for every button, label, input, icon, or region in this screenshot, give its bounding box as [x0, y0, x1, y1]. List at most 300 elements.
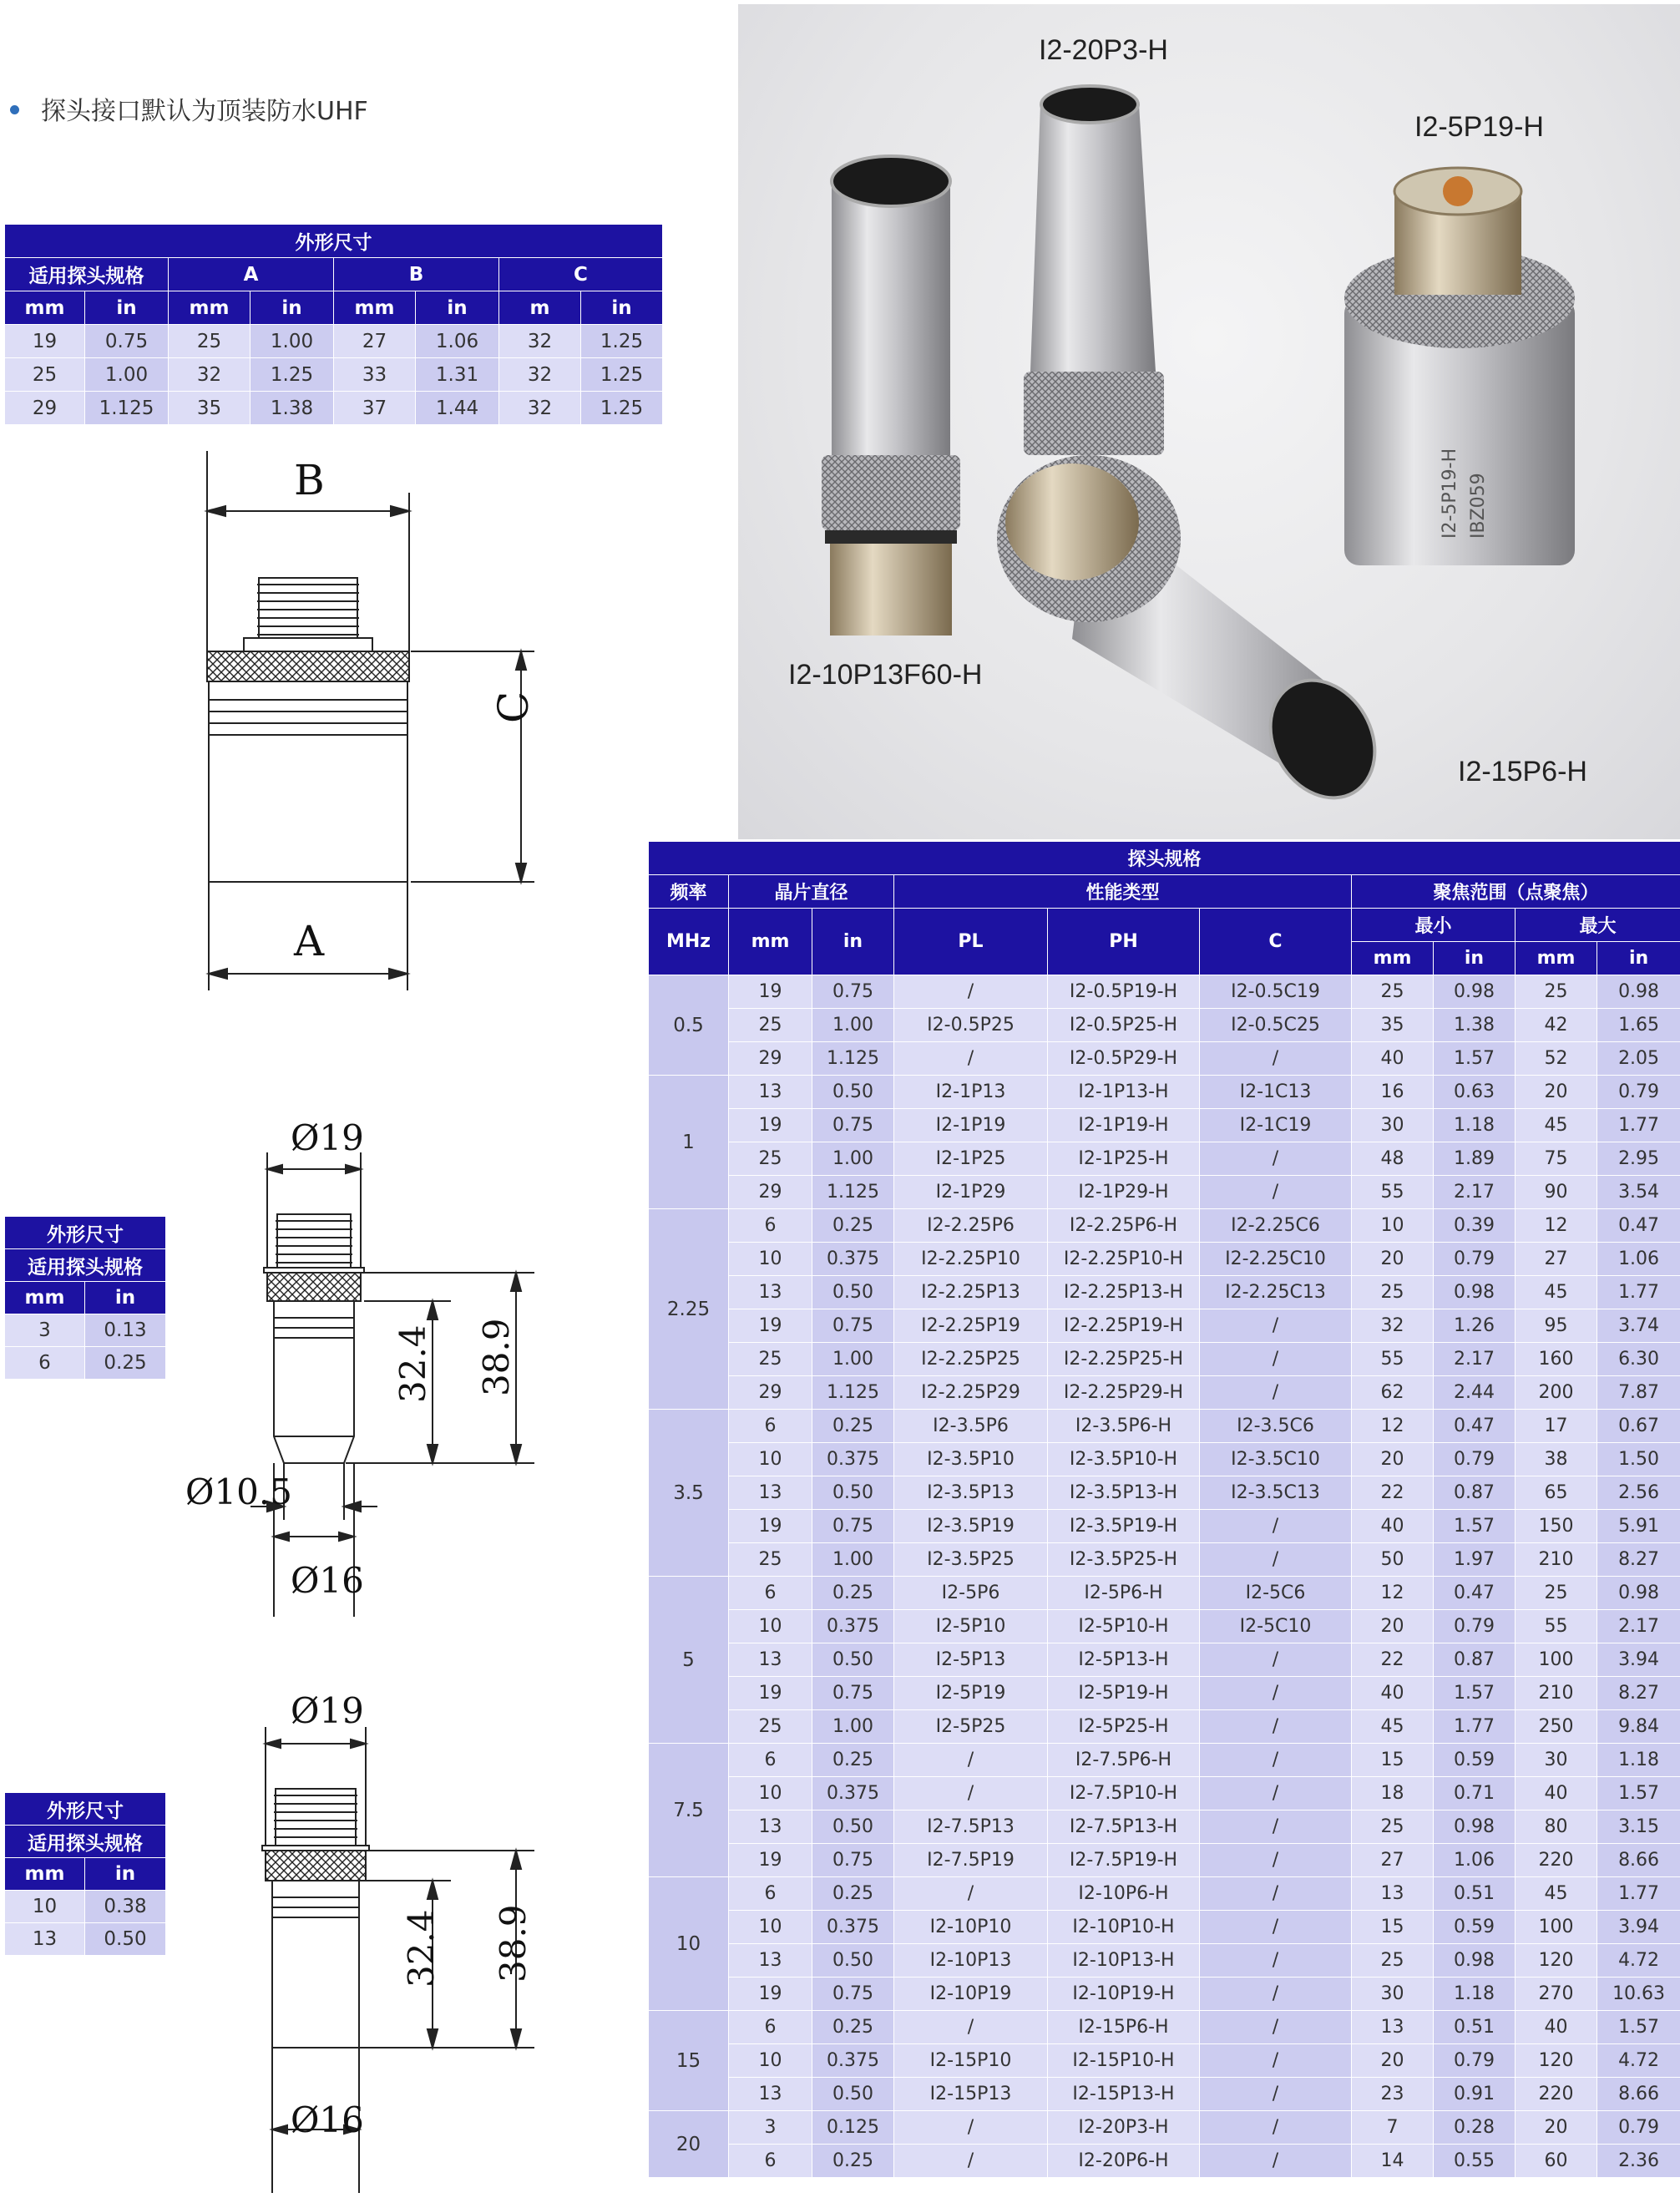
- table-cell: I2-2.25P6: [894, 1209, 1048, 1243]
- dim-main-col-a: A: [169, 258, 334, 291]
- table-cell: I2-20P6-H: [1048, 2145, 1200, 2178]
- col-focus-min: 最小: [1352, 909, 1516, 942]
- table-cell: 270: [1516, 1978, 1597, 2011]
- table-cell: 29: [5, 392, 85, 425]
- drawing-housing-abc: [167, 451, 584, 1002]
- table-cell: 1.44: [416, 392, 499, 425]
- table-cell: I2-1P29-H: [1048, 1176, 1200, 1209]
- table-cell: /: [1200, 1376, 1352, 1410]
- table-cell: I2-5P6: [894, 1577, 1048, 1610]
- table-cell: 1.00: [250, 325, 334, 358]
- table-row: [5, 1314, 166, 1347]
- table-cell: /: [1200, 1944, 1352, 1978]
- table-cell: /: [1200, 1710, 1352, 1744]
- table-cell: 20: [1352, 2044, 1434, 2078]
- table-row: [649, 1677, 1680, 1710]
- table-cell: 0.59: [1434, 1911, 1516, 1944]
- table-cell: I2-3.5C13: [1200, 1476, 1352, 1510]
- freq-cell: 15: [649, 2011, 729, 2111]
- table-cell: /: [1200, 1978, 1352, 2011]
- table-row: [649, 1944, 1680, 1978]
- table-cell: 1.77: [1597, 1276, 1680, 1309]
- table-row: [649, 1978, 1680, 2011]
- freq-cell: 10: [649, 1877, 729, 2011]
- table-cell: 0.50: [812, 2078, 894, 2111]
- table-cell: 0.50: [812, 1944, 894, 1978]
- table-cell: 0.125: [812, 2111, 894, 2145]
- table-cell: I2-1P13: [894, 1076, 1048, 1109]
- table-cell: 1.38: [250, 392, 334, 425]
- table-cell: I2-0.5C25: [1200, 1009, 1352, 1042]
- table-cell: I2-5P25: [894, 1710, 1048, 1744]
- table-cell: I2-2.25P25-H: [1048, 1343, 1200, 1376]
- table-cell: 2.17: [1434, 1343, 1516, 1376]
- table-row: [649, 1610, 1680, 1643]
- table-cell: 27: [1516, 1243, 1597, 1276]
- table-cell: 0.39: [1434, 1209, 1516, 1243]
- table-cell: 40: [1516, 2011, 1597, 2044]
- table-cell: 0.25: [812, 1577, 894, 1610]
- table-row: [649, 1443, 1680, 1476]
- table-cell: /: [1200, 2145, 1352, 2178]
- table-cell: 100: [1516, 1911, 1597, 1944]
- table-cell: 32: [169, 358, 250, 392]
- table-row: [649, 1744, 1680, 1777]
- table-cell: 3.15: [1597, 1810, 1680, 1844]
- table-cell: /: [1200, 1911, 1352, 1944]
- table-cell: I2-7.5P19: [894, 1844, 1048, 1877]
- table-cell: I2-3.5C6: [1200, 1410, 1352, 1443]
- table-cell: I2-0.5P19-H: [1048, 975, 1200, 1009]
- table-cell: /: [894, 1877, 1048, 1911]
- table-cell: I2-3.5C10: [1200, 1443, 1352, 1476]
- unit-cell: mm: [5, 1282, 85, 1314]
- table-cell: 0.47: [1597, 1209, 1680, 1243]
- col-min-in: in: [1434, 942, 1516, 975]
- table-cell: 0.79: [1434, 1610, 1516, 1643]
- table-cell: 38: [1516, 1443, 1597, 1476]
- table-cell: 35: [1352, 1009, 1434, 1042]
- table-cell: 1.38: [1434, 1009, 1516, 1042]
- table-cell: 0.55: [1434, 2145, 1516, 2178]
- table-cell: 3.74: [1597, 1309, 1680, 1343]
- col-focus: 聚焦范围（点聚焦）: [1352, 875, 1680, 909]
- table-cell: 7: [1352, 2111, 1434, 2145]
- table-cell: 13: [1352, 1877, 1434, 1911]
- table-cell: I2-15P10: [894, 2044, 1048, 2078]
- unit-cell: mm: [334, 291, 416, 325]
- table-row: [649, 1076, 1680, 1109]
- table-cell: I2-15P10-H: [1048, 2044, 1200, 2078]
- table-cell: 15: [1352, 1911, 1434, 1944]
- table-cell: 13: [729, 1076, 812, 1109]
- table-row: [649, 1410, 1680, 1443]
- table-cell: 10: [729, 2044, 812, 2078]
- table-cell: 160: [1516, 1343, 1597, 1376]
- table-cell: I2-2.25P13: [894, 1276, 1048, 1309]
- table-cell: 27: [334, 325, 416, 358]
- drawing1-label-a: A: [294, 917, 325, 965]
- table-cell: 0.59: [1434, 1744, 1516, 1777]
- freq-cell: 7.5: [649, 1744, 729, 1877]
- table-cell: I2-1C19: [1200, 1109, 1352, 1142]
- table-cell: I2-5P19: [894, 1677, 1048, 1710]
- table-cell: I2-5P10: [894, 1610, 1048, 1643]
- small2-title: 外形尺寸: [5, 1793, 166, 1826]
- table-cell: 1.57: [1434, 1677, 1516, 1710]
- table-cell: /: [1200, 1744, 1352, 1777]
- table-cell: I2-7.5P6-H: [1048, 1744, 1200, 1777]
- table-cell: 0.51: [1434, 1877, 1516, 1911]
- table-cell: I2-1P13-H: [1048, 1076, 1200, 1109]
- table-row: [649, 1176, 1680, 1209]
- table-cell: 3.94: [1597, 1643, 1680, 1677]
- table-cell: 29: [729, 1176, 812, 1209]
- table-cell: 16: [1352, 1076, 1434, 1109]
- unit-cell: in: [581, 291, 663, 325]
- table-cell: 55: [1352, 1343, 1434, 1376]
- table-cell: 52: [1516, 1042, 1597, 1076]
- table-cell: I2-7.5P10-H: [1048, 1777, 1200, 1810]
- drawing2-len-outer: 38.9: [476, 1318, 517, 1396]
- table-cell: I2-5P10-H: [1048, 1610, 1200, 1643]
- table-cell: 1.00: [812, 1142, 894, 1176]
- table-cell: I2-0.5P29-H: [1048, 1042, 1200, 1076]
- table-cell: 40: [1352, 1042, 1434, 1076]
- table-cell: 15: [1352, 1744, 1434, 1777]
- table-row: [649, 1476, 1680, 1510]
- table-cell: 14: [1352, 2145, 1434, 2178]
- table-cell: 13: [729, 1476, 812, 1510]
- table-cell: 0.28: [1434, 2111, 1516, 2145]
- table-cell: 10: [1352, 1209, 1434, 1243]
- table-cell: 42: [1516, 1009, 1597, 1042]
- table-cell: 1.125: [812, 1376, 894, 1410]
- table-cell: 19: [729, 1109, 812, 1142]
- table-cell: I2-10P10: [894, 1911, 1048, 1944]
- table-cell: 18: [1352, 1777, 1434, 1810]
- table-row: [649, 1543, 1680, 1577]
- table-cell: 13: [729, 1810, 812, 1844]
- table-row: [649, 1142, 1680, 1176]
- table-cell: 33: [334, 358, 416, 392]
- table-row: [649, 1009, 1680, 1042]
- table-cell: 10: [729, 1777, 812, 1810]
- table-cell: 2.17: [1597, 1610, 1680, 1643]
- drawing2-len-inner: 32.4: [392, 1324, 433, 1403]
- table-row: [5, 1923, 166, 1956]
- col-freq: 频率: [649, 875, 729, 909]
- unit-cell: in: [250, 291, 334, 325]
- table-row: [5, 325, 663, 358]
- table-cell: 0.25: [812, 1877, 894, 1911]
- table-cell: I2-1P25-H: [1048, 1142, 1200, 1176]
- table-cell: 0.79: [1434, 1243, 1516, 1276]
- col-focus-max: 最大: [1516, 909, 1680, 942]
- table-cell: 1.25: [581, 392, 663, 425]
- table-cell: 6: [729, 2145, 812, 2178]
- col-max-mm: mm: [1516, 942, 1597, 975]
- table-cell: I2-0.5P25: [894, 1009, 1048, 1042]
- col-mhz: MHz: [649, 909, 729, 975]
- table-cell: 45: [1516, 1109, 1597, 1142]
- engraving-serial: IBZ059: [1468, 473, 1489, 539]
- table-cell: 0.50: [812, 1076, 894, 1109]
- dim-main-units-row: [5, 291, 663, 325]
- table-cell: 25: [1352, 1944, 1434, 1978]
- table-cell: 50: [1352, 1543, 1434, 1577]
- table-cell: 2.17: [1434, 1176, 1516, 1209]
- intro-bullet: [10, 90, 368, 127]
- photo-label-5p19: I2-5P19-H: [1414, 111, 1544, 143]
- table-cell: 0.375: [812, 1911, 894, 1944]
- table-cell: /: [1200, 1343, 1352, 1376]
- table-cell: /: [894, 2111, 1048, 2145]
- table-row: [5, 392, 663, 425]
- table-cell: 3: [729, 2111, 812, 2145]
- table-cell: /: [1200, 1042, 1352, 1076]
- table-cell: 0.79: [1597, 1076, 1680, 1109]
- table-cell: 55: [1352, 1176, 1434, 1209]
- unit-cell: in: [85, 1858, 166, 1891]
- table-cell: 29: [729, 1042, 812, 1076]
- freq-cell: 0.5: [649, 975, 729, 1076]
- drawing3-len-outer: 38.9: [493, 1904, 534, 1983]
- table-cell: I2-2.25C10: [1200, 1243, 1352, 1276]
- table-cell: I2-10P19: [894, 1978, 1048, 2011]
- table-cell: 30: [1352, 1109, 1434, 1142]
- drawing3-d-top: Ø19: [291, 1690, 364, 1731]
- table-cell: 25: [1516, 1577, 1597, 1610]
- table-cell: I2-1P25: [894, 1142, 1048, 1176]
- table-cell: 19: [729, 1978, 812, 2011]
- table-cell: 8.27: [1597, 1677, 1680, 1710]
- table-cell: I2-10P19-H: [1048, 1978, 1200, 2011]
- table-cell: 35: [169, 392, 250, 425]
- table-cell: /: [1200, 1877, 1352, 1911]
- table-cell: 0.47: [1434, 1410, 1516, 1443]
- table-cell: 1.06: [1434, 1844, 1516, 1877]
- table-row: [649, 975, 1680, 1009]
- table-cell: /: [1200, 1677, 1352, 1710]
- table-cell: 1.65: [1597, 1009, 1680, 1042]
- table-row: [649, 1877, 1680, 1911]
- table-row: [649, 1577, 1680, 1610]
- table-cell: 10: [729, 1443, 812, 1476]
- table-cell: 25: [5, 358, 85, 392]
- table-cell: 2.95: [1597, 1142, 1680, 1176]
- table-cell: 210: [1516, 1677, 1597, 1710]
- table-cell: I2-7.5P13-H: [1048, 1810, 1200, 1844]
- table-row: [649, 1810, 1680, 1844]
- table-cell: I2-3.5P19-H: [1048, 1510, 1200, 1543]
- table-cell: 48: [1352, 1142, 1434, 1176]
- table-cell: 13: [1352, 2011, 1434, 2044]
- table-cell: 0.25: [85, 1347, 166, 1380]
- table-cell: I2-3.5P13: [894, 1476, 1048, 1510]
- table-cell: 3.94: [1597, 1911, 1680, 1944]
- unit-cell: in: [85, 291, 169, 325]
- table-cell: 75: [1516, 1142, 1597, 1176]
- freq-cell: 5: [649, 1577, 729, 1744]
- table-cell: 2.05: [1597, 1042, 1680, 1076]
- table-cell: 0.50: [812, 1643, 894, 1677]
- table-cell: I2-10P10-H: [1048, 1911, 1200, 1944]
- table-cell: 0.75: [812, 1510, 894, 1543]
- table-cell: 13: [729, 1643, 812, 1677]
- table-cell: I2-3.5P10: [894, 1443, 1048, 1476]
- table-cell: 0.75: [812, 1677, 894, 1710]
- table-cell: 1.57: [1434, 1042, 1516, 1076]
- table-cell: 0.375: [812, 2044, 894, 2078]
- table-cell: 0.25: [812, 2145, 894, 2178]
- table-row: [649, 1276, 1680, 1309]
- table-cell: 12: [1516, 1209, 1597, 1243]
- table-cell: 0.375: [812, 1610, 894, 1643]
- table-cell: 1.18: [1597, 1744, 1680, 1777]
- table-cell: 1.57: [1597, 2011, 1680, 2044]
- table-cell: 1.77: [1434, 1710, 1516, 1744]
- table-cell: 8.66: [1597, 2078, 1680, 2111]
- table-row: [649, 1109, 1680, 1142]
- table-cell: 0.50: [812, 1810, 894, 1844]
- col-max-in: in: [1597, 942, 1680, 975]
- table-cell: 9.84: [1597, 1710, 1680, 1744]
- table-cell: 25: [1352, 1276, 1434, 1309]
- table-cell: /: [894, 1042, 1048, 1076]
- table-cell: 150: [1516, 1510, 1597, 1543]
- table-cell: /: [1200, 2111, 1352, 2145]
- table-cell: 2.44: [1434, 1376, 1516, 1410]
- drawing1-label-c: C: [489, 691, 538, 723]
- table-cell: I2-2.25P13-H: [1048, 1276, 1200, 1309]
- table-cell: 1.77: [1597, 1877, 1680, 1911]
- table-cell: 0.98: [1434, 975, 1516, 1009]
- table-cell: 25: [729, 1710, 812, 1744]
- table-cell: 220: [1516, 1844, 1597, 1877]
- table-cell: 6: [729, 1744, 812, 1777]
- table-cell: 1.26: [1434, 1309, 1516, 1343]
- table-cell: 13: [5, 1923, 85, 1956]
- table-cell: 0.375: [812, 1777, 894, 1810]
- table-cell: 1.00: [812, 1710, 894, 1744]
- table-cell: 45: [1516, 1877, 1597, 1911]
- col-mm: mm: [729, 909, 812, 975]
- table-cell: 8.27: [1597, 1543, 1680, 1577]
- table-cell: 0.79: [1434, 1443, 1516, 1476]
- table-cell: 0.50: [812, 1276, 894, 1309]
- table-cell: 1.18: [1434, 1109, 1516, 1142]
- table-cell: 6: [729, 1209, 812, 1243]
- dim-main-col-probe: 适用探头规格: [5, 258, 169, 291]
- table-cell: 1.25: [581, 358, 663, 392]
- table-row: [649, 2111, 1680, 2145]
- table-cell: 6: [5, 1347, 85, 1380]
- dim-main-col-c: C: [499, 258, 663, 291]
- table-cell: 1.00: [812, 1009, 894, 1042]
- table-cell: 27: [1352, 1844, 1434, 1877]
- table-cell: 0.98: [1434, 1276, 1516, 1309]
- unit-cell: in: [416, 291, 499, 325]
- table-cell: /: [1200, 1844, 1352, 1877]
- table-cell: 1.18: [1434, 1978, 1516, 2011]
- dim-main-col-b: B: [334, 258, 499, 291]
- table-row: [5, 358, 663, 392]
- table-cell: 1.00: [85, 358, 169, 392]
- table-cell: /: [1200, 1777, 1352, 1810]
- table-cell: 25: [1352, 1810, 1434, 1844]
- table-cell: 13: [729, 1276, 812, 1309]
- table-cell: I2-2.25P19-H: [1048, 1309, 1200, 1343]
- table-cell: /: [1200, 2078, 1352, 2111]
- table-cell: 1.57: [1434, 1510, 1516, 1543]
- table-cell: /: [1200, 1543, 1352, 1577]
- table-cell: 6: [729, 1410, 812, 1443]
- table-cell: /: [1200, 2044, 1352, 2078]
- table-cell: 1.89: [1434, 1142, 1516, 1176]
- table-cell: 20: [1352, 1443, 1434, 1476]
- dim-main-title: 外形尺寸: [5, 225, 663, 258]
- table-row: [5, 1891, 166, 1923]
- table-cell: 10: [729, 1610, 812, 1643]
- table-cell: 4.72: [1597, 1944, 1680, 1978]
- table-cell: 22: [1352, 1476, 1434, 1510]
- table-cell: I2-2.25P25: [894, 1343, 1048, 1376]
- table-cell: /: [1200, 1309, 1352, 1343]
- table-cell: 32: [499, 392, 581, 425]
- table-cell: 4.72: [1597, 2044, 1680, 2078]
- table-cell: 20: [1352, 1243, 1434, 1276]
- table-cell: 2.56: [1597, 1476, 1680, 1510]
- table-cell: 120: [1516, 1944, 1597, 1978]
- unit-cell: mm: [169, 291, 250, 325]
- table-cell: 13: [729, 2078, 812, 2111]
- table-cell: 10: [729, 1243, 812, 1276]
- table-cell: 19: [729, 1677, 812, 1710]
- table-cell: 7.87: [1597, 1376, 1680, 1410]
- table-cell: 0.75: [812, 1109, 894, 1142]
- table-cell: 19: [5, 325, 85, 358]
- table-cell: 90: [1516, 1176, 1597, 1209]
- table-cell: /: [1200, 1510, 1352, 1543]
- table-cell: 5.91: [1597, 1510, 1680, 1543]
- table-cell: I2-5C6: [1200, 1577, 1352, 1610]
- table-row: [649, 1710, 1680, 1744]
- table-cell: 1.00: [812, 1543, 894, 1577]
- table-cell: /: [894, 1777, 1048, 1810]
- table-cell: I2-3.5P25-H: [1048, 1543, 1200, 1577]
- table-cell: 6: [729, 1877, 812, 1911]
- table-cell: /: [894, 1744, 1048, 1777]
- table-row: [649, 2145, 1680, 2178]
- table-cell: 1.125: [812, 1042, 894, 1076]
- small2-col-probe: 适用探头规格: [5, 1826, 166, 1858]
- table-cell: I2-2.25P10: [894, 1243, 1048, 1276]
- table-cell: 1.50: [1597, 1443, 1680, 1476]
- table-cell: 1.25: [581, 325, 663, 358]
- table-row: [649, 1309, 1680, 1343]
- col-ph: PH: [1048, 909, 1200, 975]
- table-cell: 0.25: [812, 1744, 894, 1777]
- table-cell: 12: [1352, 1410, 1434, 1443]
- drawing2-d-bottom: Ø16: [291, 1560, 364, 1601]
- table-cell: 29: [729, 1376, 812, 1410]
- table-cell: /: [1200, 1810, 1352, 1844]
- table-row: [649, 1510, 1680, 1543]
- col-type: 性能类型: [894, 875, 1352, 909]
- table-cell: 0.47: [1434, 1577, 1516, 1610]
- table-cell: 45: [1516, 1276, 1597, 1309]
